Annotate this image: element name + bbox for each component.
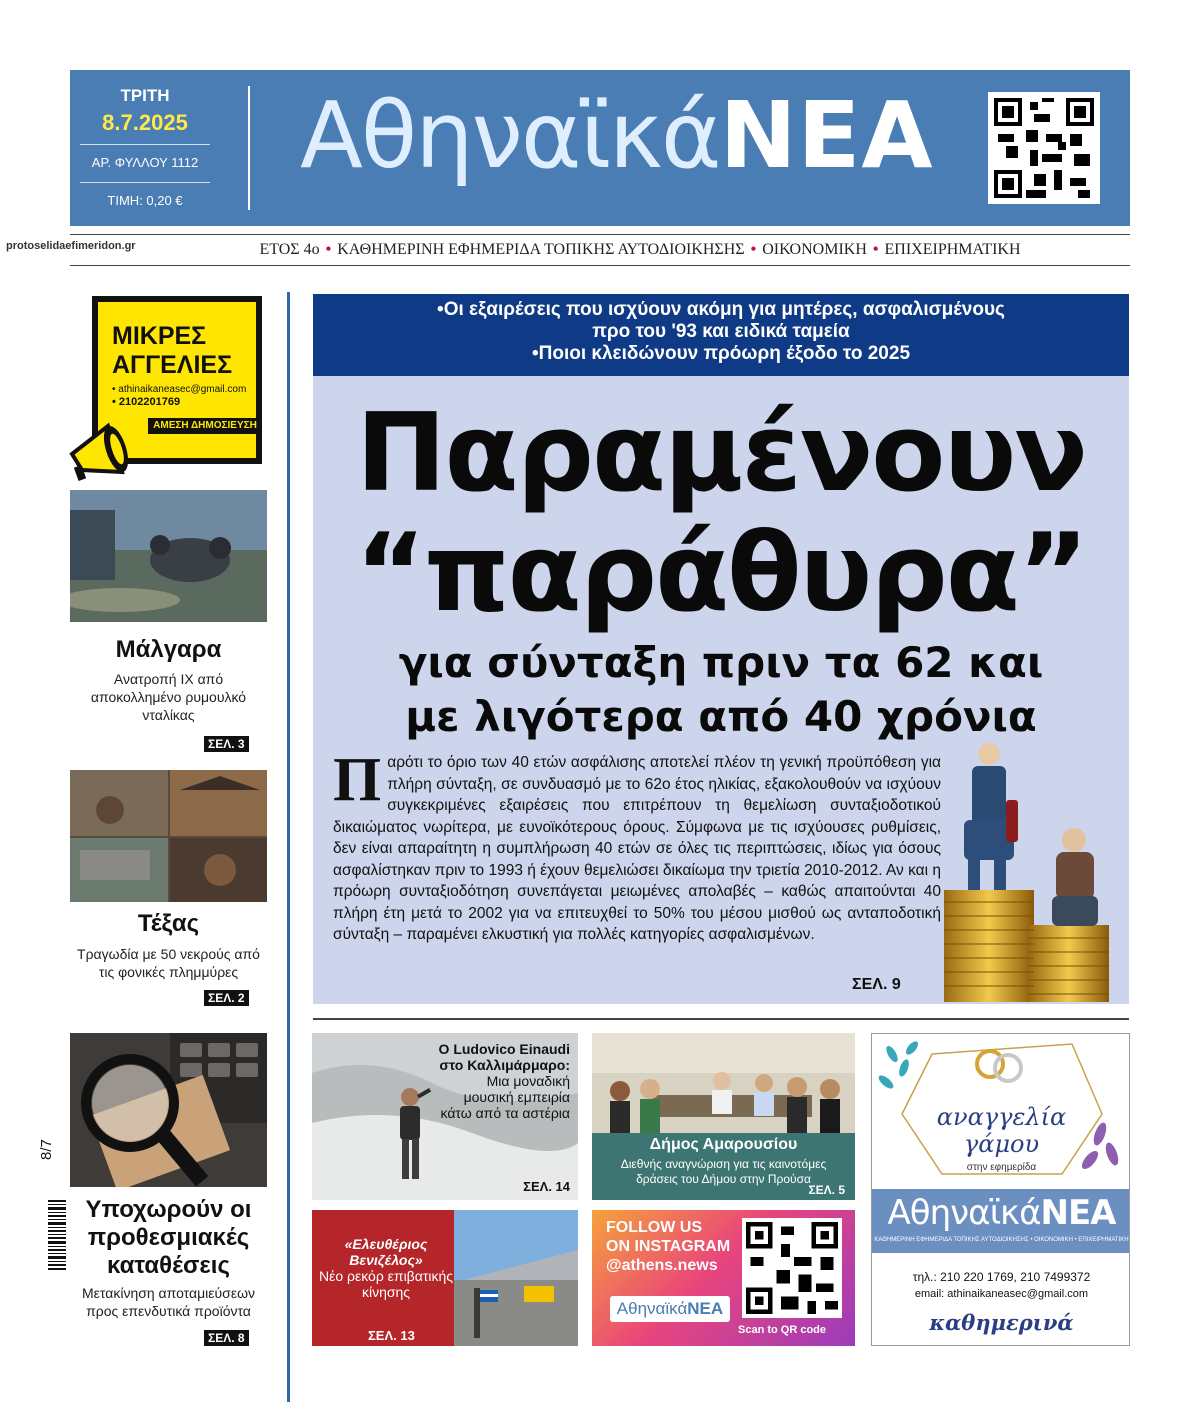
- lead-bullet: •Ποιοι κλειδώνουν πρόωρη έξοδο το 2025: [531, 343, 911, 364]
- contact-email: email: athinaikaneasec@gmail.com: [914, 1288, 1089, 1300]
- issue-date: 8.7.2025: [102, 110, 188, 135]
- classifieds-email: • athinaikaneasec@gmail.com: [112, 384, 247, 395]
- einaudi-text: Ο Ludovico Einaudi στο Καλλιμάρμαρο: Μια μοναδική μουσική εμπειρία κάτω από τα αστέρια: [438, 1041, 570, 1121]
- wedding-announcement-ad[interactable]: [871, 1033, 1130, 1346]
- wedding-subtitle: στην εφημερίδα: [966, 1162, 1037, 1173]
- logo-bold-text: ΝΕΑ: [719, 82, 934, 189]
- story-photo[interactable]: [70, 770, 267, 902]
- divider: [80, 144, 210, 145]
- lead-kicker-bar: [313, 294, 1129, 376]
- instagram-cta: FOLLOW US ON INSTAGRAM @athens.news: [606, 1219, 731, 1274]
- divider: [80, 182, 210, 183]
- qr-caption: Scan to QR code: [738, 1324, 827, 1336]
- wedding-daily: καθημερινά: [929, 1310, 1074, 1335]
- story-photo[interactable]: [70, 1033, 267, 1187]
- divider: [313, 1018, 1129, 1020]
- story-summary: Τραγωδία με 50 νεκρούς από τις φονικές πλημμύρες: [77, 946, 260, 980]
- issue-day: ΤΡΙΤΗ: [120, 86, 170, 105]
- qr-code-icon[interactable]: [988, 92, 1100, 204]
- lead-bullet: •Οι εξαιρέσεις που ισχύουν ακόμη για μητέρες, ασφαλισμένους προ του '93 και ειδικά ταμεία: [437, 299, 1005, 342]
- story-title[interactable]: Τέξας: [137, 910, 200, 937]
- newspaper-logo: ΑθηναϊκάΝΕΑ: [887, 1193, 1116, 1233]
- source-watermark: protoselidaefimeridon.gr: [6, 240, 136, 252]
- classifieds-title: ΜΙΚΡΕΣ ΑΓΓΕΛΙΕΣ: [112, 322, 233, 379]
- story-photo[interactable]: [70, 490, 267, 622]
- edition-code: 8/7: [38, 1139, 55, 1160]
- barcode-icon: [46, 1198, 68, 1272]
- story-title[interactable]: Υποχωρούν οι προθεσμιακές καταθέσεις: [85, 1196, 252, 1279]
- page-reference[interactable]: ΣΕΛ. 13: [368, 1328, 415, 1343]
- story-title: Δήμος Αμαρουσίου: [649, 1136, 798, 1153]
- classifieds-cta: ΑΜΕΣΗ ΔΗΜΟΣΙΕΥΣΗ: [148, 418, 262, 434]
- megaphone-icon: [64, 414, 144, 486]
- page-reference[interactable]: ΣΕΛ. 9: [852, 976, 901, 993]
- classifieds-phone: • 2102201769: [112, 396, 181, 408]
- logo-tagline: ΚΑΘΗΜΕΡΙΝΗ ΕΦΗΜΕΡΙΔΑ ΤΟΠΙΚΗΣ ΑΥΤΟΔΙΟΙΚΗΣΗΣ • ΟΙΚΟΝΟΜΙΚΗ • ΕΠΙΧΕΙΡΗΜΑΤΙΚΗ: [874, 1237, 1129, 1243]
- lead-subheadline: για σύνταξη πριν τα 62 και με λιγότερα από 40 χρόνια: [398, 638, 1044, 741]
- contact-phone: τηλ.: 210 220 1769, 210 7499372: [912, 1270, 1091, 1284]
- divider: [248, 86, 250, 210]
- pension-coins-illustration: [934, 740, 1129, 1002]
- page-reference[interactable]: ΣΕΛ. 8: [204, 1330, 249, 1346]
- tagline-item: ΟΙΚΟΝΟΜΙΚΗ: [762, 241, 867, 258]
- drop-cap: Π: [333, 746, 382, 814]
- tagline: ΕΤΟΣ 4ο • ΚΑΘΗΜΕΡΙΝΗ ΕΦΗΜΕΡΙΔΑ ΤΟΠΙΚΗΣ ΑΥΤΟΔΙΟΙΚΗΣΗΣ • ΟΙΚΟΝΟΜΙΚΗ • ΕΠΙΧΕΙΡΗΜΑΤΙΚΗ: [70, 234, 1130, 266]
- amarousiou-caption: [592, 1133, 855, 1200]
- tagline-item: ΕΠΙΧΕΙΡΗΜΑΤΙΚΗ: [884, 241, 1021, 258]
- wedding-title: αναγγελία γάμου: [936, 1103, 1067, 1158]
- qr-code-icon[interactable]: [742, 1218, 842, 1318]
- einaudi-story[interactable]: [312, 1033, 578, 1200]
- page-reference[interactable]: ΣΕΛ. 3: [204, 736, 249, 752]
- newspaper-logo: ΑθηναϊκάΝΕΑ: [610, 1296, 730, 1322]
- masthead: [70, 70, 1130, 226]
- lead-headline[interactable]: Παραμένουν “παράθυρα”: [355, 391, 1087, 636]
- year-label: ΕΤΟΣ 4ο: [259, 241, 320, 258]
- tagline-item: ΚΑΘΗΜΕΡΙΝΗ ΕΦΗΜΕΡΙΔΑ ΤΟΠΙΚΗΣ ΑΥΤΟΔΙΟΙΚΗΣΗΣ: [337, 241, 745, 258]
- instagram-promo[interactable]: [592, 1210, 855, 1346]
- story-summary: Μετακίνηση αποταμιεύσεων προς επενδυτικά προϊόντα: [82, 1285, 255, 1319]
- lead-body-text: Παρότι το όριο των 40 ετών ασφάλισης αποτελεί πλέον τη γενική προϋπόθεση για πλήρη σύνταξη, σε συνδυασμό με το 62ο έτος ηλικίας, εξακολουθούν να ισχύουν συγκεκριμένες εξαιρέσεις που επιτρέπουν τη θεμελίωση συνταξιοδοτικού δικαιώματος νωρίτερα, με ευνοϊκότερους όρους. Σύμφωνα με τις ισχύουσες ρυθμίσεις, δεν είναι απαραίτητη η συμπλήρωση 40 ετών σε όλες τις περιπτώσεις, ιδίως για όσους ασφαλίστηκαν πριν το 1993 ή έχουν θεμελιώσει δικαίωμα την τριετία 2010-2012. Αν και η πρόωρη συνταξιοδότηση συνεπάγεται μειωμένες απολαβές – καθώς απαιτούνται 40 πλήρη έτη μετά το 2002 για να επιτευχθεί το 50% του μέσου μισθού ως ανταποδοτική σύνταξη – παραμένει ελκυστική για πολλές κατηγορίες ασφαλισμένων.: [333, 746, 942, 943]
- story-summary: Ανατροπή ΙΧ από αποκολλημένο ρυμουλκό νταλίκας: [90, 671, 247, 723]
- page-reference[interactable]: ΣΕΛ. 2: [204, 990, 249, 1006]
- newspaper-logo: [300, 82, 934, 189]
- venizelos-story[interactable]: [312, 1210, 578, 1346]
- page-reference[interactable]: ΣΕΛ. 5: [808, 1183, 845, 1197]
- story-title[interactable]: Μάλγαρα: [115, 636, 222, 663]
- amarousiou-story[interactable]: [592, 1033, 855, 1200]
- story-summary: Διεθνής αναγνώριση για τις καινοτόμες δράσεις του Δήμου στην Προύσα: [620, 1157, 827, 1186]
- column-divider: [287, 292, 290, 1402]
- venizelos-text: «Ελευθέριος Βενιζέλος» Νέο ρεκόρ επιβατικής κίνησης: [318, 1236, 454, 1300]
- issue-number: ΑΡ. ΦΥΛΛΟΥ 1112: [91, 155, 199, 170]
- logo-light-text: Αθηναϊκά: [300, 82, 720, 189]
- newspaper-logo-band: [872, 1189, 1130, 1253]
- page-reference[interactable]: ΣΕΛ. 14: [523, 1179, 570, 1194]
- issue-price: ΤΙΜΗ: 0,20 €: [107, 193, 183, 208]
